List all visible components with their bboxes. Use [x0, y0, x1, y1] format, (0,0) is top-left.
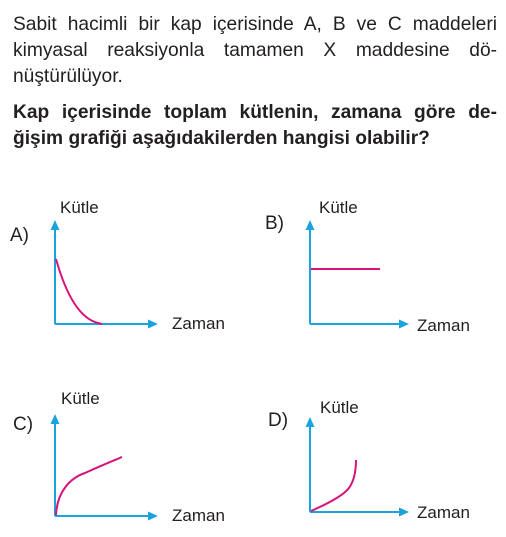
option-b-ylabel: Kütle [319, 198, 358, 217]
option-c-y-arrow [51, 414, 60, 424]
option-c-letter: C) [13, 414, 34, 435]
option-b[interactable] [265, 196, 505, 336]
question-prompt [13, 100, 497, 152]
option-a-x-arrow [148, 320, 158, 329]
option-c-graph [10, 388, 250, 528]
option-b-y-arrow [306, 220, 315, 230]
option-d-graph [265, 388, 505, 528]
option-c[interactable] [10, 388, 250, 528]
option-d-y-arrow [306, 417, 315, 427]
question-line-3: nüştürülüyor. [13, 66, 123, 87]
option-d-ylabel: Kütle [320, 398, 359, 417]
option-b-x-arrow [399, 320, 409, 329]
question-line-1: Sabit hacimli bir kap içerisinde A, B ve C maddeleri [13, 14, 497, 35]
prompt-line-2: ğişim grafiği aşağıdakilerden hangisi olabilir? [13, 128, 430, 149]
prompt-line-1: Kap içerisinde toplam kütlenin, zamana göre de- [13, 102, 497, 123]
option-a-graph [10, 196, 250, 336]
option-c-ylabel: Kütle [61, 389, 100, 408]
option-d-x-arrow [399, 508, 409, 517]
option-c-curve [56, 457, 122, 515]
option-c-x-arrow [148, 512, 158, 521]
option-a-xlabel: Zaman [172, 314, 225, 333]
option-d-curve [311, 460, 356, 511]
question-line-2: kimyasal reaksiyonla tamamen X maddesine dö- [13, 40, 497, 61]
option-d-xlabel: Zaman [417, 503, 470, 522]
option-a-curve [56, 259, 102, 324]
option-a[interactable] [10, 196, 250, 336]
option-d-letter: D) [268, 410, 289, 431]
option-c-xlabel: Zaman [172, 506, 225, 525]
option-b-xlabel: Zaman [417, 316, 470, 335]
question-stem [13, 12, 497, 90]
option-a-y-arrow [51, 220, 60, 230]
option-a-ylabel: Kütle [60, 198, 99, 217]
option-a-letter: A) [10, 225, 29, 246]
option-d[interactable] [265, 388, 505, 528]
option-b-letter: B) [265, 213, 284, 234]
option-b-graph [265, 196, 505, 336]
